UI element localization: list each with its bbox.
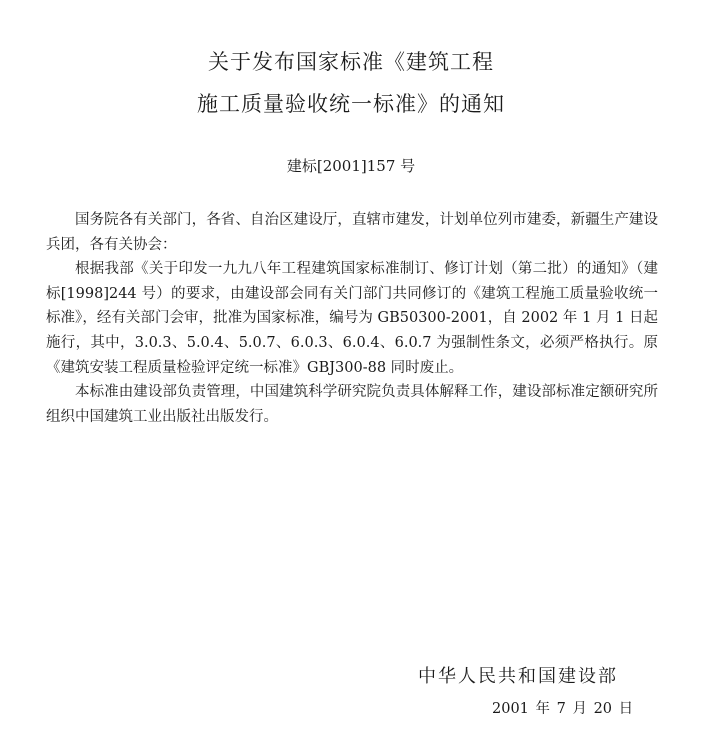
- notice-body: [46, 208, 658, 429]
- paragraph-addressees: 国务院各有关部门，各省、自治区建设厅，直辖市建发，计划单位列市建委，新疆生产建设兵团，各有关协会：: [46, 212, 658, 253]
- issuing-authority: 中华人民共和国建设部: [418, 666, 618, 687]
- paragraph-management: 本标准由建设部负责管理，中国建筑科学研究院负责具体解释工作，建设部标准定额研究所组织中国建筑工业出版社出版发行。: [46, 384, 658, 425]
- title-line-1: 关于发布国家标准《建筑工程: [208, 50, 494, 74]
- issue-date: 2001 年 7 月 20 日: [492, 701, 634, 717]
- paragraph-announcement: 根据我部《关于印发一九九八年工程建筑国家标准制订、修订计划（第二批）的通知》（建标[1998]244 号）的要求，由建设部会同有关门部门共同修订的《建筑工程施工质量验收统一标准》，经有关部门会审，批准为国家标准，编号为 GB50300-2001，自 2002 年 1 月 1 日起施行，其中，3.0.3、5.0.4、5.0.7、6.0.3、6.0.4、6.0.7 为强制性条文，必须严格执行。原《建筑安装工程质量检验评定统一标准》GBJ300-88 同时废止。: [46, 261, 658, 376]
- title-line-2: 施工质量验收统一标准》的通知: [197, 92, 505, 116]
- document-number: 建标[2001]157 号: [286, 157, 416, 175]
